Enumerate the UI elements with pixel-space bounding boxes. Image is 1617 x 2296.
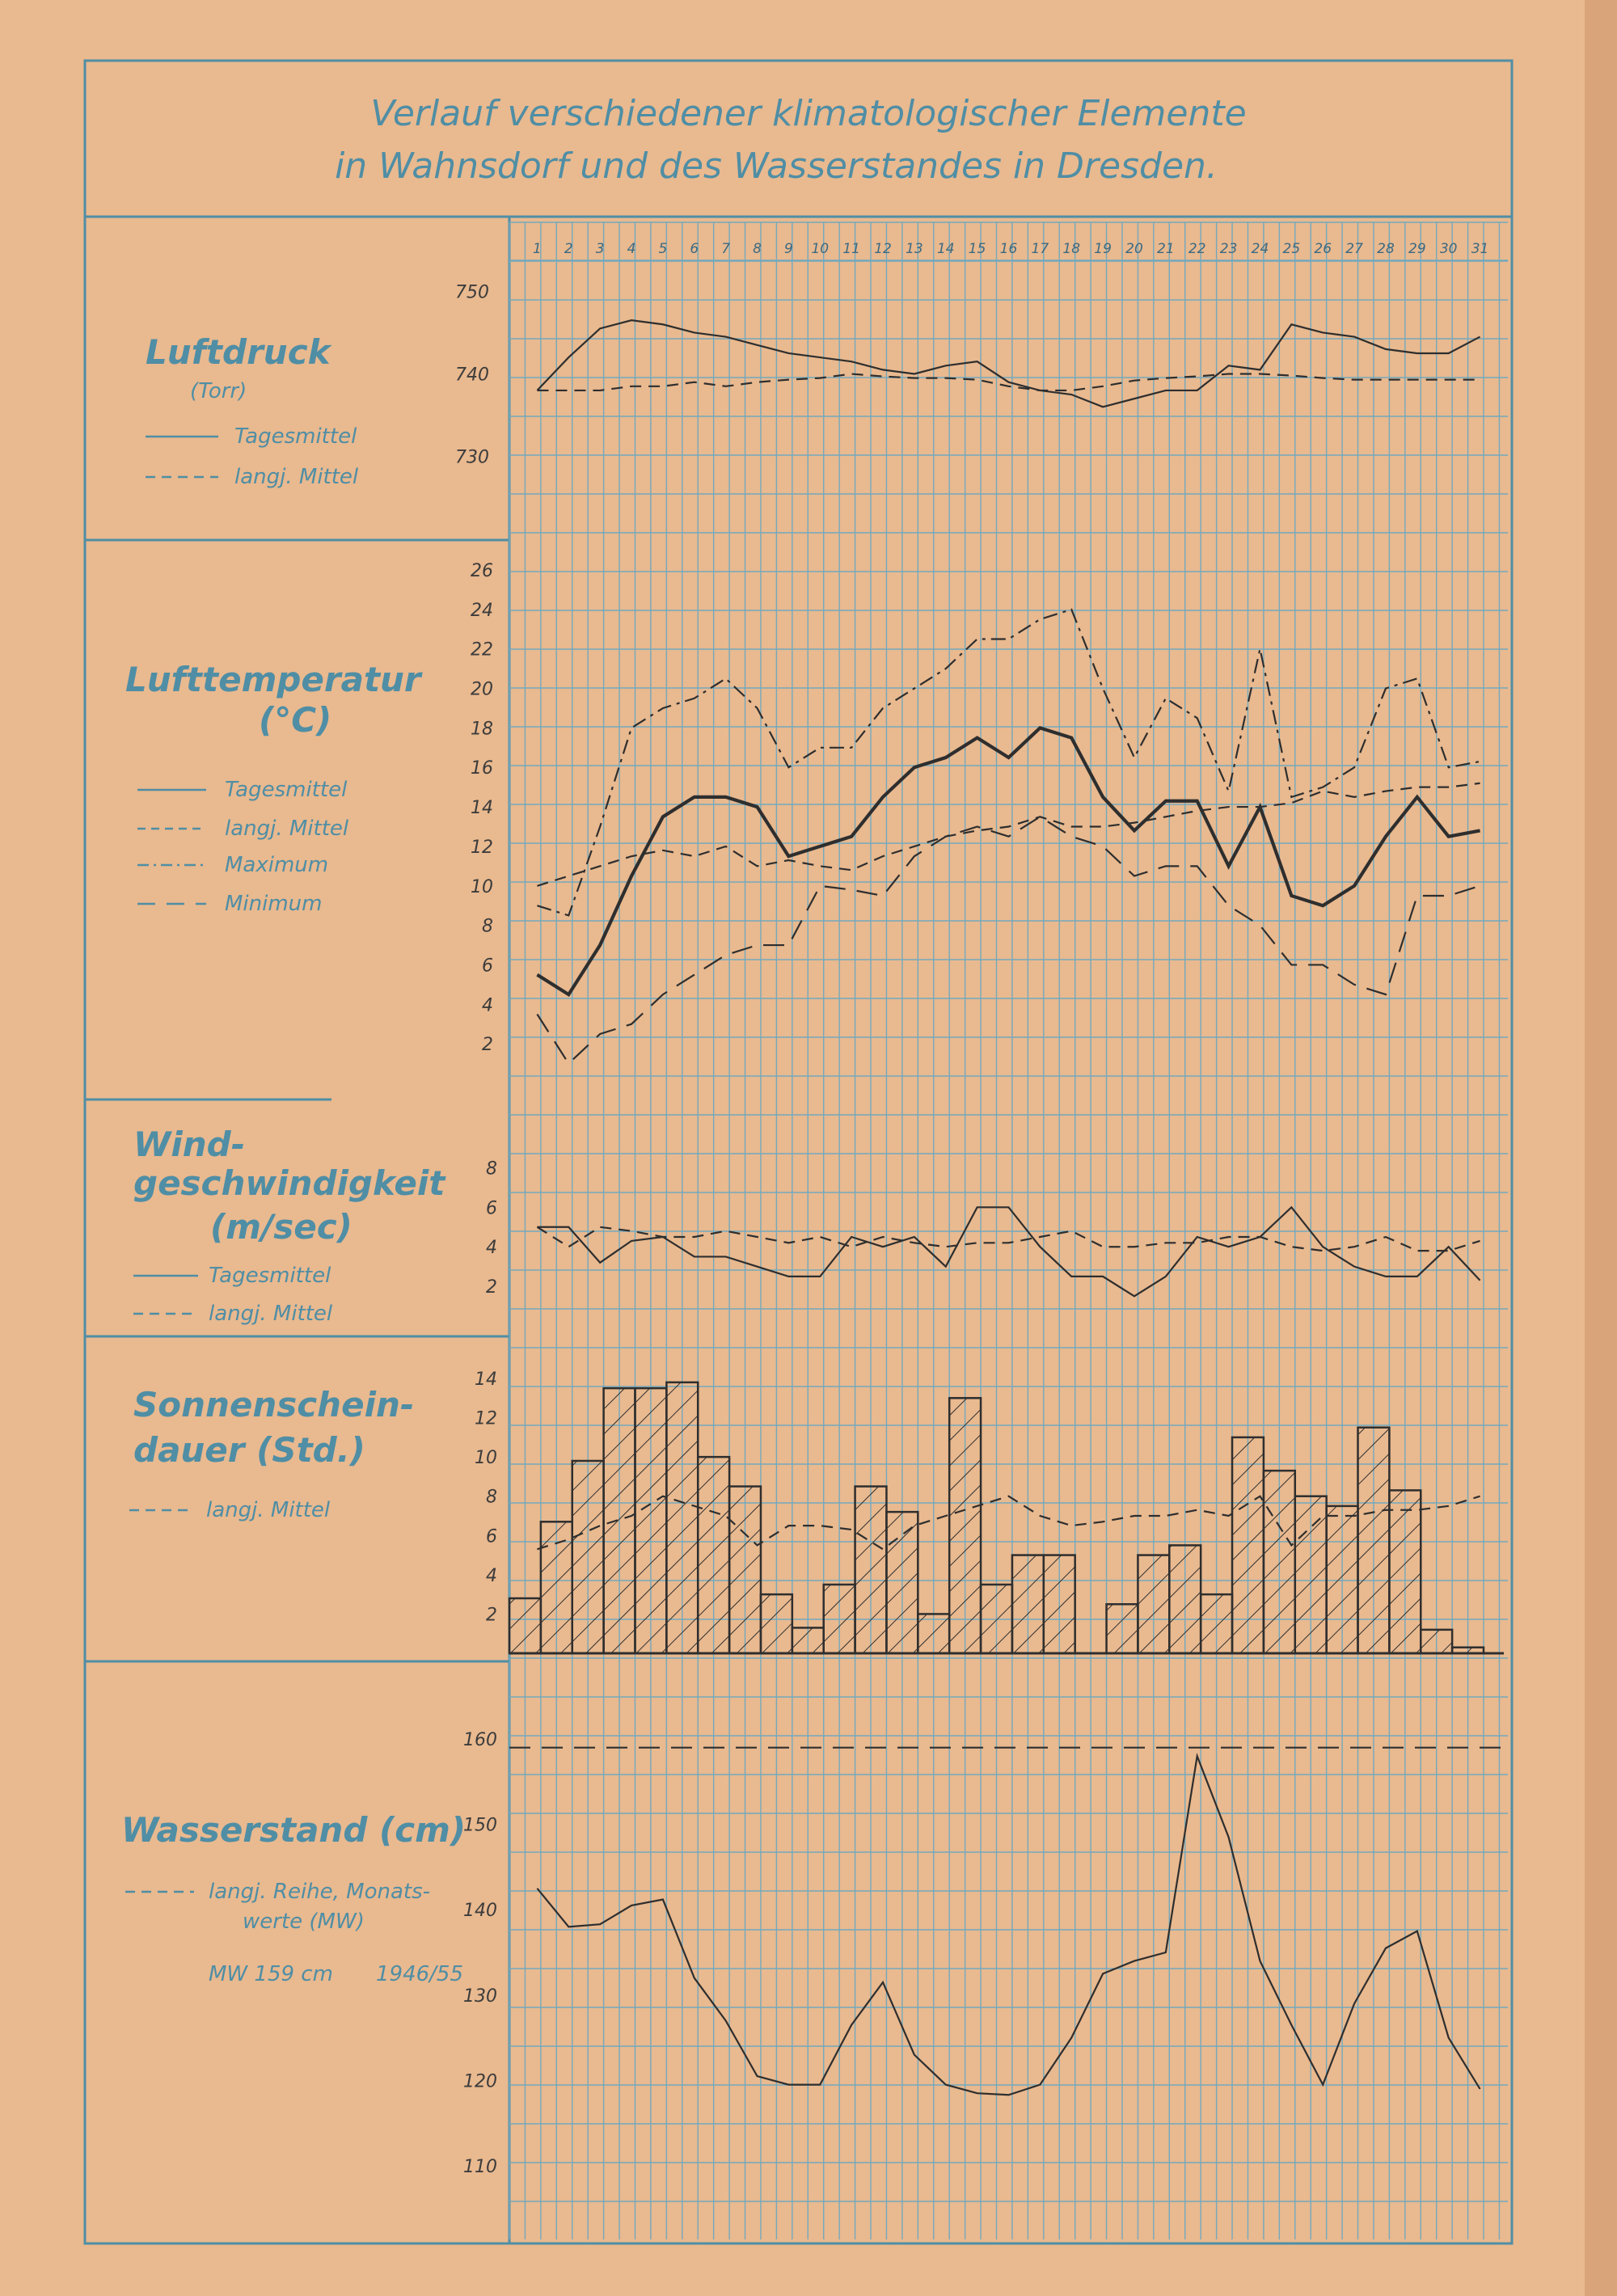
- sunshine-bar-day-22: [1169, 1545, 1201, 1653]
- day-label-4: 4: [627, 241, 636, 257]
- sunshine-bar-day-10: [792, 1627, 824, 1653]
- sunshine-bar-day-11: [824, 1585, 855, 1653]
- day-label-25: 25: [1282, 241, 1301, 257]
- day-label-29: 29: [1408, 241, 1426, 257]
- ytick-1-2: 2: [482, 1035, 493, 1056]
- ytick-1-18: 18: [471, 719, 493, 740]
- day-label-27: 27: [1345, 241, 1363, 257]
- sunshine-bar-day-3: [572, 1461, 604, 1653]
- day-label-18: 18: [1062, 241, 1081, 257]
- sunshine-bar-day-14: [918, 1614, 949, 1653]
- sunshine-bar-day-18: [1044, 1555, 1075, 1653]
- wind-legend-solid: Tagesmittel: [209, 1264, 331, 1288]
- wasser-legend-line-2: werte (MW): [243, 1910, 365, 1934]
- sunshine-bar-day-28: [1358, 1428, 1390, 1653]
- ytick-4-110: 110: [463, 2156, 497, 2177]
- day-label-14: 14: [936, 241, 955, 257]
- chart-title-line-1: Verlauf verschiedener klimatologischer Elemente: [370, 93, 1247, 134]
- sunshine-bar-day-5: [635, 1388, 666, 1653]
- sunshine-bar-day-1: [509, 1598, 541, 1653]
- day-label-16: 16: [999, 241, 1018, 257]
- ytick-1-8: 8: [482, 916, 493, 937]
- ytick-1-16: 16: [471, 758, 493, 779]
- day-label-30: 30: [1439, 241, 1458, 257]
- ytick-1-4: 4: [482, 995, 493, 1016]
- sonne-title-line-2: dauer (Std.): [133, 1430, 365, 1470]
- wind-legend-dashed: langj. Mittel: [209, 1302, 333, 1326]
- day-label-20: 20: [1125, 241, 1143, 257]
- sunshine-bar-day-16: [981, 1585, 1012, 1653]
- ytick-1-14: 14: [471, 798, 493, 819]
- sunshine-bar-day-24: [1232, 1437, 1264, 1653]
- day-label-3: 3: [595, 241, 605, 257]
- ytick-1-20: 20: [471, 679, 493, 700]
- ytick-1-6: 6: [482, 956, 493, 977]
- sunshine-bar-day-9: [761, 1594, 792, 1653]
- day-label-24: 24: [1251, 241, 1269, 257]
- day-label-26: 26: [1314, 241, 1332, 257]
- sunshine-bar-day-30: [1421, 1630, 1452, 1653]
- day-label-6: 6: [690, 241, 699, 257]
- day-label-31: 31: [1471, 241, 1489, 257]
- day-label-15: 15: [968, 241, 986, 257]
- ytick-1-26: 26: [471, 561, 493, 581]
- day-label-1: 1: [533, 241, 542, 257]
- sunshine-bar-day-26: [1295, 1496, 1327, 1653]
- day-label-23: 23: [1219, 241, 1238, 257]
- luftdruck-unit: (Torr): [190, 379, 247, 403]
- ytick-3-14: 14: [475, 1370, 497, 1390]
- chart-title-line-2: in Wahnsdorf und des Wasserstandes in Dresden.: [335, 146, 1218, 187]
- sunshine-bar-day-27: [1327, 1506, 1358, 1653]
- sunshine-bar-day-15: [949, 1398, 981, 1653]
- ytick-3-2: 2: [486, 1605, 497, 1626]
- ytick-3-4: 4: [486, 1565, 497, 1586]
- ytick-4-120: 120: [463, 2071, 497, 2092]
- sunshine-bar-day-13: [886, 1512, 918, 1653]
- day-label-8: 8: [753, 241, 762, 257]
- temperatur-unit: (°C): [259, 700, 332, 740]
- ytick-0-730: 730: [455, 447, 489, 468]
- temperatur-title: Lufttemperatur: [125, 660, 421, 699]
- luftdruck-legend-dashed: langj. Mittel: [234, 465, 359, 489]
- ytick-3-6: 6: [486, 1526, 497, 1547]
- ytick-1-24: 24: [471, 600, 493, 621]
- sunshine-bar-day-7: [698, 1457, 729, 1653]
- ytick-0-740: 740: [455, 365, 489, 386]
- sunshine-bar-day-29: [1389, 1490, 1421, 1653]
- day-label-22: 22: [1188, 241, 1206, 257]
- wind-unit: (m/sec): [210, 1207, 353, 1247]
- temperatur-legend-mean: Tagesmittel: [225, 778, 348, 802]
- sonne-title-line-1: Sonnenschein-: [133, 1385, 415, 1424]
- sunshine-bar-day-12: [855, 1487, 887, 1653]
- sunshine-bar-day-2: [541, 1522, 572, 1653]
- day-label-11: 11: [842, 241, 860, 257]
- ytick-3-8: 8: [486, 1487, 497, 1508]
- wasser-legend-line-1: langj. Reihe, Monats-: [209, 1880, 431, 1904]
- ytick-2-8: 8: [486, 1159, 497, 1180]
- wasser-mw-note: MW 159 cm: [209, 1962, 333, 1986]
- wind-title-line-2: geschwindigkeit: [133, 1163, 445, 1203]
- ytick-1-12: 12: [471, 837, 493, 858]
- sunshine-bar-day-20: [1107, 1604, 1138, 1653]
- sunshine-bar-day-17: [1012, 1555, 1044, 1653]
- day-label-7: 7: [721, 241, 731, 257]
- temperatur-legend-min: Minimum: [225, 892, 323, 916]
- day-label-10: 10: [811, 241, 830, 257]
- sunshine-bar-day-23: [1201, 1594, 1232, 1653]
- wasser-title: Wasserstand (cm): [121, 1810, 467, 1850]
- day-label-19: 19: [1094, 241, 1112, 257]
- luftdruck-legend-solid: Tagesmittel: [234, 424, 357, 449]
- sunshine-bar-day-25: [1264, 1471, 1295, 1653]
- ytick-2-4: 4: [486, 1238, 497, 1259]
- sunshine-bar-day-6: [666, 1382, 698, 1653]
- paper-edge-shadow: [1585, 0, 1617, 2296]
- luftdruck-title: Luftdruck: [146, 332, 331, 372]
- sonne-legend-dashed: langj. Mittel: [206, 1498, 331, 1522]
- sunshine-bar-day-21: [1138, 1555, 1169, 1653]
- wasser-mw-years: 1946/55: [376, 1962, 464, 1986]
- temperatur-legend-max: Maximum: [225, 853, 329, 877]
- day-label-9: 9: [783, 241, 793, 257]
- wind-title-line-1: Wind-: [133, 1125, 246, 1164]
- ytick-4-140: 140: [463, 1901, 497, 1922]
- ytick-4-160: 160: [463, 1730, 497, 1751]
- day-label-17: 17: [1031, 241, 1049, 257]
- ytick-4-130: 130: [463, 1986, 497, 2007]
- day-label-12: 12: [874, 241, 892, 257]
- temperatur-legend-long: langj. Mittel: [225, 817, 349, 841]
- day-label-13: 13: [906, 241, 923, 257]
- ytick-2-6: 6: [486, 1198, 497, 1219]
- day-label-5: 5: [658, 241, 668, 257]
- day-label-2: 2: [564, 241, 573, 257]
- day-label-21: 21: [1157, 241, 1175, 257]
- ytick-2-2: 2: [486, 1277, 497, 1298]
- ytick-4-150: 150: [463, 1815, 497, 1836]
- sunshine-bar-day-4: [604, 1388, 635, 1653]
- ytick-0-750: 750: [455, 282, 489, 303]
- day-label-28: 28: [1377, 241, 1395, 257]
- ytick-3-12: 12: [475, 1408, 497, 1429]
- ytick-1-10: 10: [471, 876, 493, 897]
- ytick-3-10: 10: [475, 1448, 497, 1469]
- sunshine-bar-day-8: [729, 1487, 761, 1653]
- ytick-1-22: 22: [471, 639, 493, 661]
